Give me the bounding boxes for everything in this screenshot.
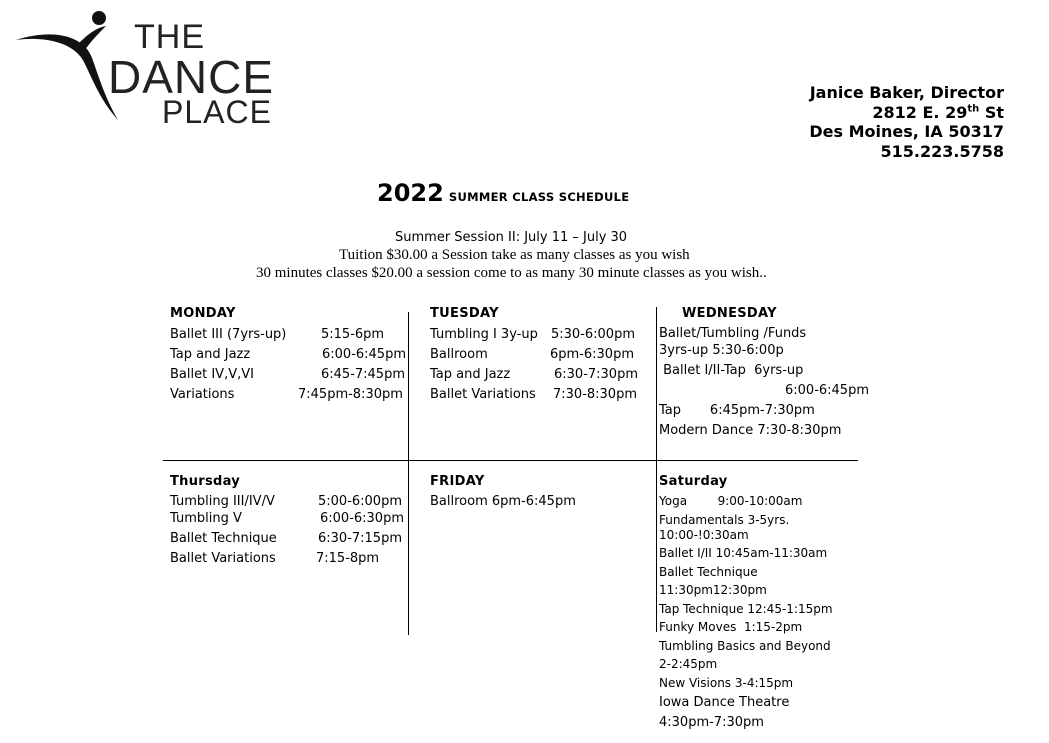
friday-class: Ballroom 6pm-6:45pm [430, 494, 576, 509]
saturday-line: 10:00-!0:30am [659, 528, 749, 542]
monday-class-time: 6:00-6:45pm [322, 347, 406, 362]
saturday-line: Iowa Dance Theatre [659, 695, 790, 710]
wednesday-line: Ballet/Tumbling /Funds [659, 326, 807, 341]
monday-class-name: Ballet III (7yrs-up) [170, 327, 287, 342]
monday-class-time: 7:45pm-8:30pm [298, 387, 403, 402]
session-dates: Summer Session II: July 11 – July 30 [395, 230, 628, 245]
saturday-line: New Visions 3-4:15pm [659, 676, 794, 690]
grid-divider-horizontal [163, 460, 858, 461]
monday-class-name: Ballet IV,V,VI [170, 367, 254, 382]
saturday-line: Tumbling Basics and Beyond [659, 639, 831, 653]
logo-line-dance: DANCE [108, 51, 275, 103]
saturday-line: Tap Technique 12:45-1:15pm [659, 602, 833, 616]
saturday-heading: Saturday [659, 474, 728, 489]
saturday-line: Fundamentals 3-5yrs. [659, 513, 790, 527]
saturday-line: 4:30pm-7:30pm [659, 715, 764, 730]
tuesday-class-name: Ballet Variations [430, 387, 536, 402]
director-name: Janice Baker, Director [809, 83, 1004, 102]
director-city: Des Moines, IA 50317 [809, 122, 1004, 141]
saturday-line: Ballet Technique [659, 565, 758, 579]
tuesday-class-name: Ballroom [430, 347, 488, 362]
tuesday-heading: TUESDAY [430, 306, 499, 321]
saturday-line: 2-2:45pm [659, 657, 718, 671]
director-street [872, 103, 1004, 122]
friday-heading: FRIDAY [430, 474, 485, 489]
street-ordinal: th [967, 103, 980, 115]
saturday-line: Yoga 9:00-10:00am [659, 494, 803, 508]
monday-heading: MONDAY [170, 306, 236, 321]
street-prefix: 2812 E. 29 [872, 103, 968, 122]
thursday-class-name: Ballet Variations [170, 551, 276, 566]
thursday-class-name: Tumbling III/IV/V [170, 494, 275, 509]
tuesday-class-name: Tumbling I 3y-up [430, 327, 538, 342]
tuesday-class-time: 7:30-8:30pm [553, 387, 637, 402]
tuesday-class-name: Tap and Jazz [430, 367, 511, 382]
tuesday-class-time: 6pm-6:30pm [550, 347, 634, 362]
thursday-class-time: 7:15-8pm [316, 551, 380, 566]
thursday-class-name: Ballet Technique [170, 531, 277, 546]
tuesday-class-time: 6:30-7:30pm [554, 367, 638, 382]
thursday-class-time: 5:00-6:00pm [318, 494, 402, 509]
monday-class-time: 6:45-7:45pm [321, 367, 405, 382]
schedule-heading: SUMMER CLASS SCHEDULE [448, 190, 630, 204]
thursday-heading: Thursday [170, 474, 241, 489]
wednesday-line: 6:00-6:45pm [785, 383, 869, 398]
wednesday-line: Ballet I/II-Tap 6yrs-up [659, 363, 804, 378]
saturday-line: Ballet I/II 10:45am-11:30am [659, 546, 828, 560]
wednesday-line: Tap 6:45pm-7:30pm [659, 403, 815, 418]
schedule-title [377, 179, 629, 207]
director-phone: 515.223.5758 [880, 142, 1004, 161]
thursday-class-time: 6:00-6:30pm [320, 511, 404, 526]
grid-divider-2 [656, 307, 657, 632]
dance-place-logo [14, 8, 284, 130]
schedule-year: 2022 [377, 179, 444, 207]
thursday-class-name: Tumbling V [170, 511, 242, 526]
tuesday-class-time: 5:30-6:00pm [551, 327, 635, 342]
saturday-line: Funky Moves 1:15-2pm [659, 620, 803, 634]
monday-class-name: Tap and Jazz [170, 347, 251, 362]
wednesday-line: 3yrs-up 5:30-6:00p [659, 343, 784, 358]
wednesday-heading: WEDNESDAY [682, 306, 777, 321]
logo-line-the: THE [134, 18, 205, 56]
street-suffix: St [979, 103, 1004, 122]
grid-divider-1 [408, 312, 409, 635]
short-class-text: 30 minutes classes $20.00 a session come to as many 30 minute classes as you wish.. [256, 265, 767, 281]
wednesday-line: Modern Dance 7:30-8:30pm [659, 423, 842, 438]
logo-line-place: PLACE [162, 94, 272, 130]
saturday-line: 11:30pm12:30pm [659, 583, 767, 597]
tuition-text: Tuition $30.00 a Session take as many classes as you wish [339, 247, 690, 263]
monday-class-time: 5:15-6pm [321, 327, 385, 342]
monday-class-name: Variations [170, 387, 235, 402]
thursday-class-time: 6:30-7:15pm [318, 531, 402, 546]
